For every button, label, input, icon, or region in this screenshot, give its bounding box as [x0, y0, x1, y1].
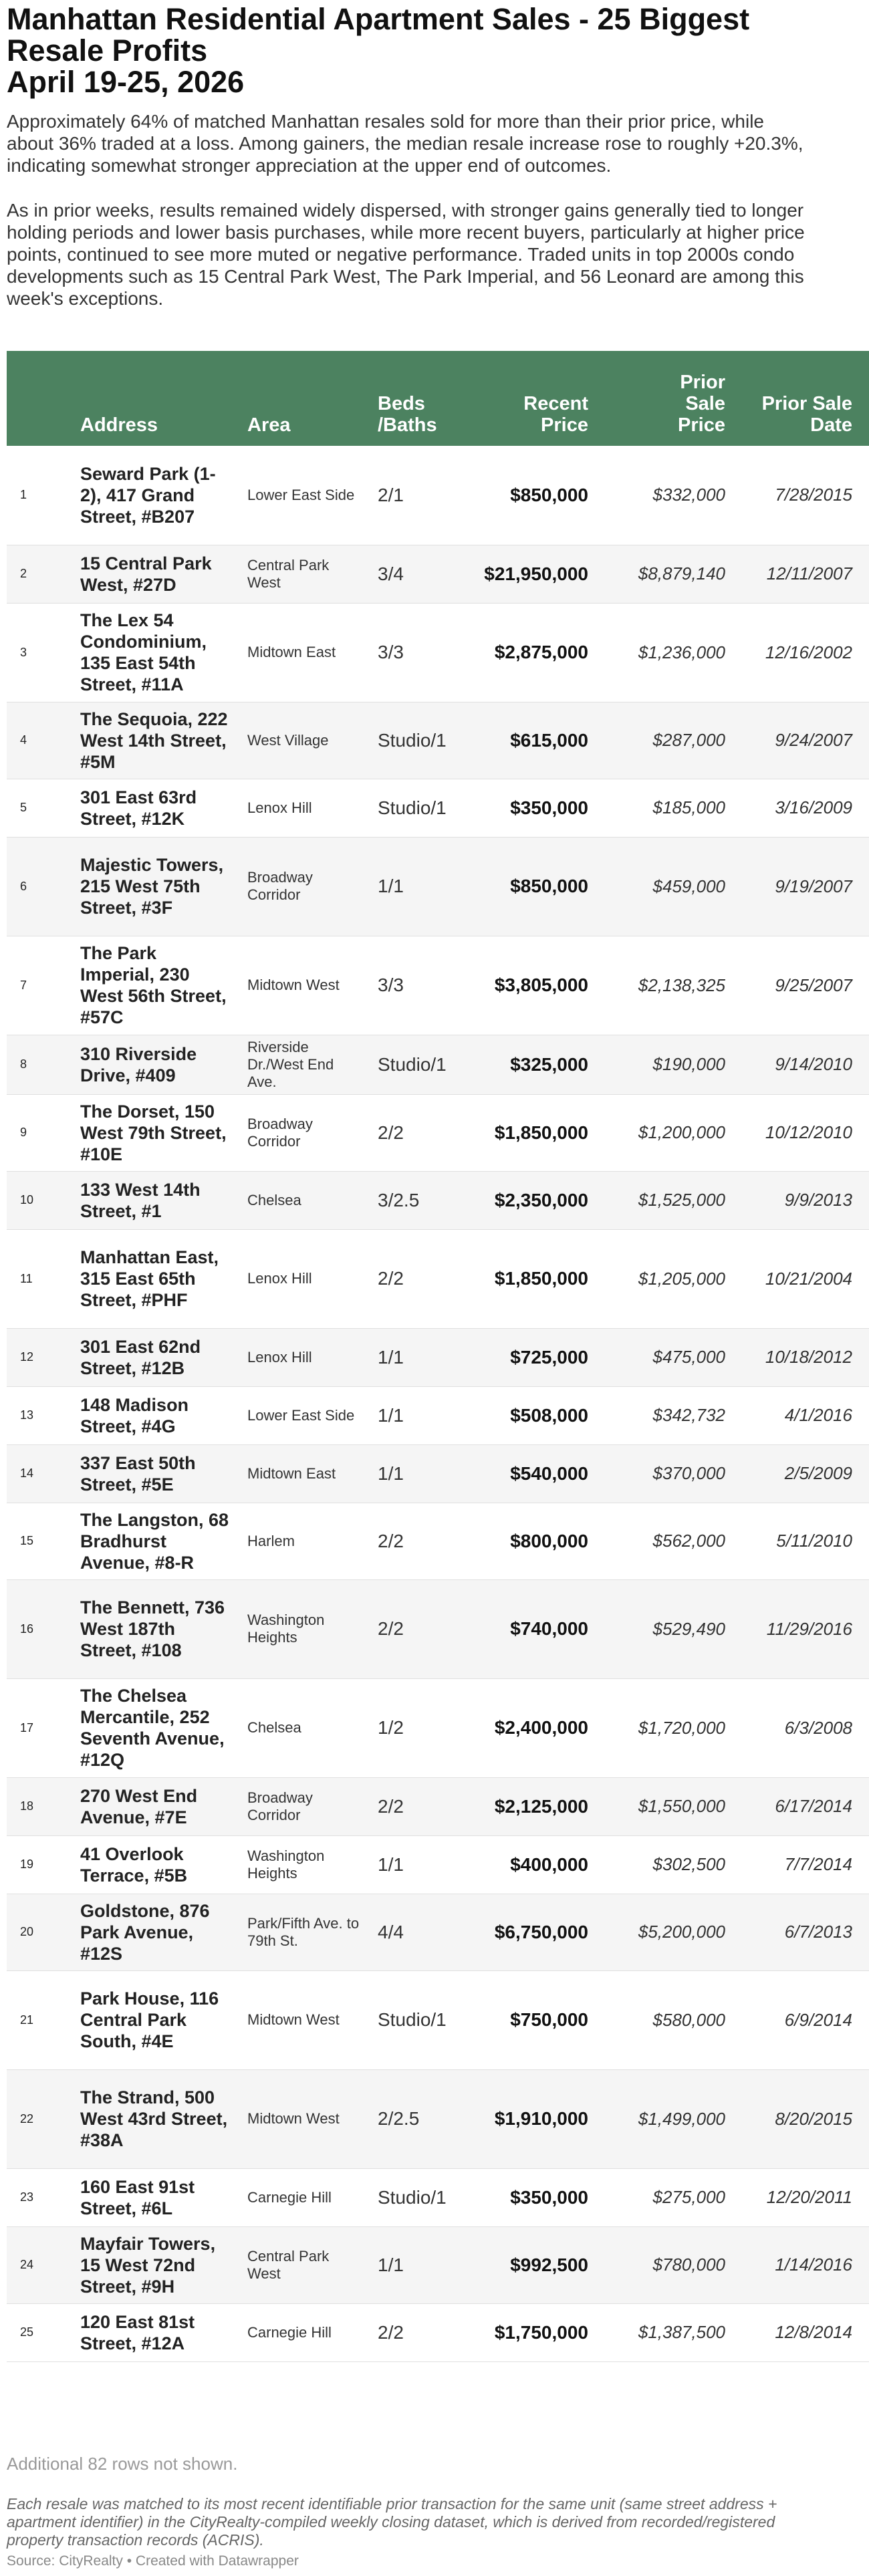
cell-address: Park House, 116 Central Park South, #4E — [80, 1988, 219, 2051]
cell-prior-sale-price: $302,500 — [652, 1854, 725, 1874]
cell-area: Midtown East — [247, 644, 336, 660]
table-row — [7, 2069, 869, 2168]
cell-rank: 23 — [20, 2190, 34, 2204]
cell-rank: 9 — [20, 1126, 27, 1139]
cell-prior-sale-price: $185,000 — [652, 797, 725, 817]
cell-recent-price: $325,000 — [510, 1053, 588, 1075]
cell-address: 337 East 50th Street, #5E — [80, 1452, 196, 1495]
header-prior-sale-date[interactable]: Prior Sale Date — [761, 393, 852, 436]
cell-rank: 11 — [20, 1271, 33, 1285]
cell-address: 120 East 81st Street, #12A — [80, 2311, 195, 2353]
cell-address: 15 Central Park West, #27D — [80, 553, 212, 595]
cell-beds-baths: 1/1 — [378, 1404, 404, 1426]
cell-address: 310 Riverside Drive, #409 — [80, 1043, 197, 1085]
table-row — [7, 1777, 869, 1835]
cell-beds-baths: Studio/1 — [378, 2009, 447, 2030]
cell-prior-sale-date: 9/25/2007 — [775, 975, 852, 995]
cell-prior-sale-price: $287,000 — [652, 730, 725, 750]
cell-area: Riverside Dr./West End Ave. — [247, 1038, 334, 1090]
cell-beds-baths: 2/1 — [378, 484, 404, 505]
cell-area: Lower East Side — [247, 1406, 355, 1424]
cell-prior-sale-date: 9/9/2013 — [784, 1190, 852, 1210]
cell-prior-sale-date: 11/29/2016 — [766, 1618, 852, 1639]
table-row — [7, 1386, 869, 1444]
table-row — [7, 1894, 869, 1970]
cell-prior-sale-price: $580,000 — [652, 2009, 725, 2030]
header-recent-price[interactable]: Recent Price — [523, 393, 588, 436]
cell-area: Carnegie Hill — [247, 2323, 332, 2341]
cell-recent-price: $350,000 — [510, 797, 588, 818]
cell-area: Broadway Corridor — [247, 869, 313, 903]
cell-prior-sale-price: $1,550,000 — [638, 1796, 725, 1816]
cell-area: Park/Fifth Ave. to 79th St. — [247, 1914, 360, 1949]
table-row — [7, 702, 869, 779]
cell-address: The Dorset, 150 West 79th Street, #10E — [80, 1101, 227, 1164]
cell-prior-sale-date: 12/8/2014 — [775, 2322, 852, 2342]
cell-rank: 8 — [20, 1057, 27, 1071]
cell-area: Washington Heights — [247, 1612, 325, 1646]
cell-prior-sale-price: $5,200,000 — [638, 1922, 725, 1942]
cell-rank: 20 — [20, 1925, 34, 1938]
methodology-note: Each resale was matched to its most recent identifiable prior transaction for the same unit (same street address + apartment identifier) in the CityRealty-compiled weekly closing dataset, which is derived from recorded/registered property transaction records (ACRIS). — [7, 2495, 777, 2549]
cell-prior-sale-price: $780,000 — [652, 2255, 725, 2275]
cell-area: Broadway Corridor — [247, 1115, 313, 1150]
cell-prior-sale-price: $1,499,000 — [638, 2108, 725, 2129]
cell-rank: 17 — [20, 1720, 34, 1734]
cell-address: Mayfair Towers, 15 West 72nd Street, #9H — [80, 2233, 216, 2297]
cell-rank: 22 — [20, 2111, 34, 2126]
header-prior-sale-price[interactable]: Prior Sale Price — [678, 372, 725, 436]
cell-beds-baths: 3/4 — [378, 563, 404, 584]
table-header-row — [7, 351, 869, 446]
table-row — [7, 1503, 869, 1579]
cell-area: Lenox Hill — [247, 799, 312, 816]
cell-recent-price: $508,000 — [510, 1404, 588, 1426]
cell-prior-sale-price: $1,387,500 — [638, 2322, 725, 2342]
cell-prior-sale-date: 4/1/2016 — [784, 1405, 852, 1425]
cell-area: Washington Heights — [247, 1847, 325, 1882]
cell-beds-baths: Studio/1 — [378, 729, 447, 751]
source-credit: Source: CityRealty • Created with Datawrapper — [7, 2553, 299, 2569]
cell-beds-baths: 3/3 — [378, 975, 404, 995]
cell-beds-baths: 2/2 — [378, 1122, 404, 1143]
cell-rank: 1 — [20, 488, 27, 502]
cell-prior-sale-date: 9/19/2007 — [775, 876, 852, 896]
header-rank — [7, 351, 74, 446]
cell-prior-sale-price: $1,236,000 — [638, 642, 725, 662]
cell-beds-baths: 2/2.5 — [378, 2108, 420, 2129]
cell-prior-sale-price: $1,200,000 — [638, 1122, 725, 1142]
header-address[interactable]: Address — [80, 414, 158, 436]
cell-beds-baths: Studio/1 — [378, 797, 447, 818]
cell-beds-baths: 2/2 — [378, 1795, 404, 1817]
table-row — [7, 1970, 869, 2069]
cell-recent-price: $800,000 — [510, 1530, 588, 1551]
cell-prior-sale-date: 10/12/2010 — [765, 1122, 852, 1142]
cell-area: Lenox Hill — [247, 1270, 312, 1287]
cell-prior-sale-date: 10/18/2012 — [765, 1347, 852, 1367]
cell-prior-sale-price: $1,205,000 — [638, 1268, 725, 1289]
cell-address: The Bennett, 736 West 187th Street, #108 — [80, 1597, 225, 1660]
cell-recent-price: $725,000 — [510, 1346, 588, 1368]
cell-prior-sale-date: 9/14/2010 — [775, 1054, 852, 1074]
cell-address: The Chelsea Mercantile, 252 Seventh Avenue, #12Q — [80, 1686, 225, 1770]
intro-paragraph-2: As in prior weeks, results remained widely dispersed, with stronger gains generally tied to longer holding periods and lower basis purchases, while more recent buyers, particularly at higher price points, continued to see more muted or negative performance. Traded units in top 2000s condo developments such as 15 Central Park West, The Park Imperial, and 56 Leonard are among this week's exceptions. — [7, 200, 805, 309]
cell-beds-baths: 3/3 — [378, 642, 404, 662]
cell-rank: 2 — [20, 567, 27, 580]
cell-prior-sale-date: 3/16/2009 — [775, 797, 852, 817]
cell-prior-sale-date: 7/7/2014 — [784, 1854, 852, 1874]
cell-prior-sale-date: 7/28/2015 — [775, 485, 852, 505]
cell-beds-baths: Studio/1 — [378, 1053, 447, 1075]
cell-rank: 18 — [20, 1799, 34, 1813]
cell-recent-price: $1,850,000 — [494, 1268, 588, 1289]
cell-prior-sale-date: 6/3/2008 — [784, 1717, 852, 1738]
cell-address: 160 East 91st Street, #6L — [80, 2176, 195, 2218]
cell-recent-price: $2,875,000 — [494, 642, 588, 662]
cell-prior-sale-price: $370,000 — [652, 1463, 725, 1483]
table-body — [7, 446, 869, 2361]
cell-prior-sale-price: $190,000 — [652, 1054, 725, 1074]
cell-rank: 4 — [20, 733, 27, 747]
cell-recent-price: $2,125,000 — [494, 1795, 588, 1817]
cell-prior-sale-price: $342,732 — [652, 1405, 725, 1425]
cell-recent-price: $740,000 — [510, 1618, 588, 1639]
cell-prior-sale-price: $332,000 — [652, 485, 725, 505]
cell-beds-baths: 2/2 — [378, 1618, 404, 1639]
header-area[interactable]: Area — [247, 414, 291, 436]
cell-address: The Lex 54 Condominium, 135 East 54th Street, #11A — [80, 610, 207, 694]
cell-prior-sale-price: $1,720,000 — [638, 1717, 725, 1738]
table-row — [7, 1444, 869, 1503]
cell-prior-sale-price: $562,000 — [652, 1531, 725, 1551]
cell-recent-price: $850,000 — [510, 876, 588, 896]
table-row — [7, 1035, 869, 1094]
cell-rank: 7 — [20, 978, 27, 992]
table-row — [7, 1835, 869, 1894]
cell-recent-price: $850,000 — [510, 484, 588, 505]
cell-prior-sale-date: 12/11/2007 — [766, 563, 852, 584]
cell-beds-baths: 2/2 — [378, 2321, 404, 2343]
cell-area: Carnegie Hill — [247, 2188, 332, 2206]
cell-rank: 3 — [20, 645, 27, 659]
cell-prior-sale-date: 6/7/2013 — [784, 1922, 852, 1942]
cell-prior-sale-date: 9/24/2007 — [775, 730, 852, 750]
table-row — [7, 1171, 869, 1229]
cell-prior-sale-price: $1,525,000 — [638, 1190, 725, 1210]
table-row — [7, 2226, 869, 2303]
cell-address: 133 West 14th Street, #1 — [80, 1179, 201, 1221]
cell-address: Goldstone, 876 Park Avenue, #12S — [80, 1900, 210, 1964]
cell-address: 148 Madison Street, #4G — [80, 1394, 189, 1436]
sales-table — [7, 351, 869, 2362]
header-beds-baths[interactable]: Beds /Baths — [378, 393, 437, 436]
table-row — [7, 2168, 869, 2226]
cell-address: The Sequoia, 222 West 14th Street, #5M — [80, 709, 228, 772]
cell-prior-sale-price: $529,490 — [652, 1618, 725, 1639]
table-row — [7, 936, 869, 1035]
cell-beds-baths: 1/1 — [378, 1346, 404, 1368]
cell-beds-baths: 1/1 — [378, 1853, 404, 1875]
cell-address: 270 West End Avenue, #7E — [80, 1785, 198, 1827]
cell-prior-sale-date: 12/20/2011 — [766, 2187, 852, 2207]
table-row — [7, 1328, 869, 1386]
cell-rank: 19 — [20, 1857, 34, 1871]
intro-paragraph-1: Approximately 64% of matched Manhattan resales sold for more than their prior price, while about 36% traded at a loss. Among gainers, the median resale increase rose to roughly +20.3%, indicating somewhat stronger appreciation at the upper end of outcomes. — [7, 111, 803, 176]
cell-area: Broadway Corridor — [247, 1789, 313, 1823]
additional-rows-note: Additional 82 rows not shown. — [7, 2454, 238, 2474]
cell-prior-sale-price: $275,000 — [652, 2187, 725, 2207]
cell-prior-sale-date: 1/14/2016 — [775, 2255, 852, 2275]
cell-rank: 16 — [20, 1622, 34, 1636]
cell-prior-sale-price: $2,138,325 — [638, 975, 725, 995]
cell-area: Harlem — [247, 1532, 295, 1549]
cell-address: 301 East 63rd Street, #12K — [80, 787, 197, 829]
cell-beds-baths: 1/2 — [378, 1717, 404, 1738]
cell-rank: 24 — [20, 2258, 34, 2271]
cell-recent-price: $615,000 — [510, 729, 588, 751]
cell-address: Manhattan East, 315 East 65th Street, #PHF — [80, 1247, 219, 1310]
cell-area: Chelsea — [247, 1719, 301, 1736]
table-row — [7, 1229, 869, 1328]
cell-rank: 13 — [20, 1408, 34, 1422]
table-row — [7, 545, 869, 603]
cell-prior-sale-date: 8/20/2015 — [775, 2108, 852, 2129]
page-title: Manhattan Residential Apartment Sales - 25 Biggest Resale Profits April 19-25, 2026 — [7, 2, 750, 99]
cell-address: Seward Park (1-2), 417 Grand Street, #B207 — [80, 463, 216, 527]
cell-recent-price: $6,750,000 — [494, 1921, 588, 1942]
cell-recent-price: $750,000 — [510, 2009, 588, 2030]
cell-prior-sale-date: 6/9/2014 — [784, 2009, 852, 2030]
cell-area: Midtown East — [247, 1464, 336, 1482]
cell-recent-price: $1,750,000 — [494, 2321, 588, 2343]
cell-beds-baths: 2/2 — [378, 1530, 404, 1551]
cell-beds-baths: 1/1 — [378, 1462, 404, 1484]
cell-recent-price: $400,000 — [510, 1853, 588, 1875]
cell-rank: 5 — [20, 801, 27, 814]
cell-prior-sale-date: 12/16/2002 — [765, 642, 852, 662]
cell-rank: 25 — [20, 2325, 34, 2339]
cell-area: Lenox Hill — [247, 1348, 312, 1366]
cell-prior-sale-price: $459,000 — [652, 876, 725, 896]
cell-area: Midtown West — [247, 2011, 340, 2028]
table-row — [7, 1678, 869, 1777]
cell-area: Lower East Side — [247, 486, 355, 503]
cell-prior-sale-date: 5/11/2010 — [776, 1531, 852, 1551]
cell-area: Central Park West — [247, 2247, 330, 2282]
cell-beds-baths: Studio/1 — [378, 2186, 447, 2208]
cell-rank: 15 — [20, 1534, 34, 1547]
cell-address: The Strand, 500 West 43rd Street, #38A — [80, 2087, 228, 2150]
cell-recent-price: $21,950,000 — [484, 563, 588, 584]
cell-prior-sale-date: 2/5/2009 — [784, 1463, 852, 1483]
cell-beds-baths: 3/2.5 — [378, 1189, 420, 1210]
cell-rank: 10 — [20, 1193, 34, 1206]
cell-area: Midtown West — [247, 2110, 340, 2127]
cell-rank: 21 — [20, 2013, 34, 2027]
cell-rank: 14 — [20, 1466, 34, 1480]
cell-recent-price: $350,000 — [510, 2186, 588, 2208]
cell-address: Majestic Towers, 215 West 75th Street, #3F — [80, 855, 224, 918]
cell-area: West Village — [247, 731, 329, 749]
table-row — [7, 446, 869, 545]
cell-recent-price: $2,400,000 — [494, 1717, 588, 1738]
cell-recent-price: $540,000 — [510, 1462, 588, 1484]
cell-recent-price: $992,500 — [510, 2254, 588, 2275]
cell-recent-price: $1,850,000 — [494, 1122, 588, 1143]
cell-address: The Langston, 68 Bradhurst Avenue, #8-R — [80, 1509, 229, 1573]
table-row — [7, 2303, 869, 2361]
sales-table-container[interactable] — [7, 351, 852, 2440]
cell-recent-price: $2,350,000 — [494, 1189, 588, 1210]
table-row — [7, 603, 869, 702]
table-row — [7, 779, 869, 837]
table-row — [7, 1579, 869, 1678]
cell-area: Chelsea — [247, 1191, 301, 1208]
cell-area: Central Park West — [247, 556, 330, 591]
cell-prior-sale-price: $8,879,140 — [638, 563, 725, 584]
cell-beds-baths: 1/1 — [378, 876, 404, 896]
cell-prior-sale-date: 6/17/2014 — [775, 1796, 852, 1816]
cell-prior-sale-date: 10/21/2004 — [765, 1268, 852, 1289]
cell-beds-baths: 2/2 — [378, 1268, 404, 1289]
cell-rank: 6 — [20, 879, 27, 893]
cell-prior-sale-price: $475,000 — [652, 1347, 725, 1367]
cell-rank: 12 — [20, 1350, 34, 1364]
cell-area: Midtown West — [247, 977, 340, 993]
cell-recent-price: $1,910,000 — [494, 2108, 588, 2129]
table-row — [7, 1094, 869, 1171]
cell-address: 41 Overlook Terrace, #5B — [80, 1843, 188, 1886]
cell-address: The Park Imperial, 230 West 56th Street, #57C — [80, 943, 227, 1027]
cell-recent-price: $3,805,000 — [494, 975, 588, 995]
table-row — [7, 837, 869, 936]
cell-beds-baths: 4/4 — [378, 1921, 404, 1942]
cell-address: 301 East 62nd Street, #12B — [80, 1336, 201, 1378]
cell-beds-baths: 1/1 — [378, 2254, 404, 2275]
